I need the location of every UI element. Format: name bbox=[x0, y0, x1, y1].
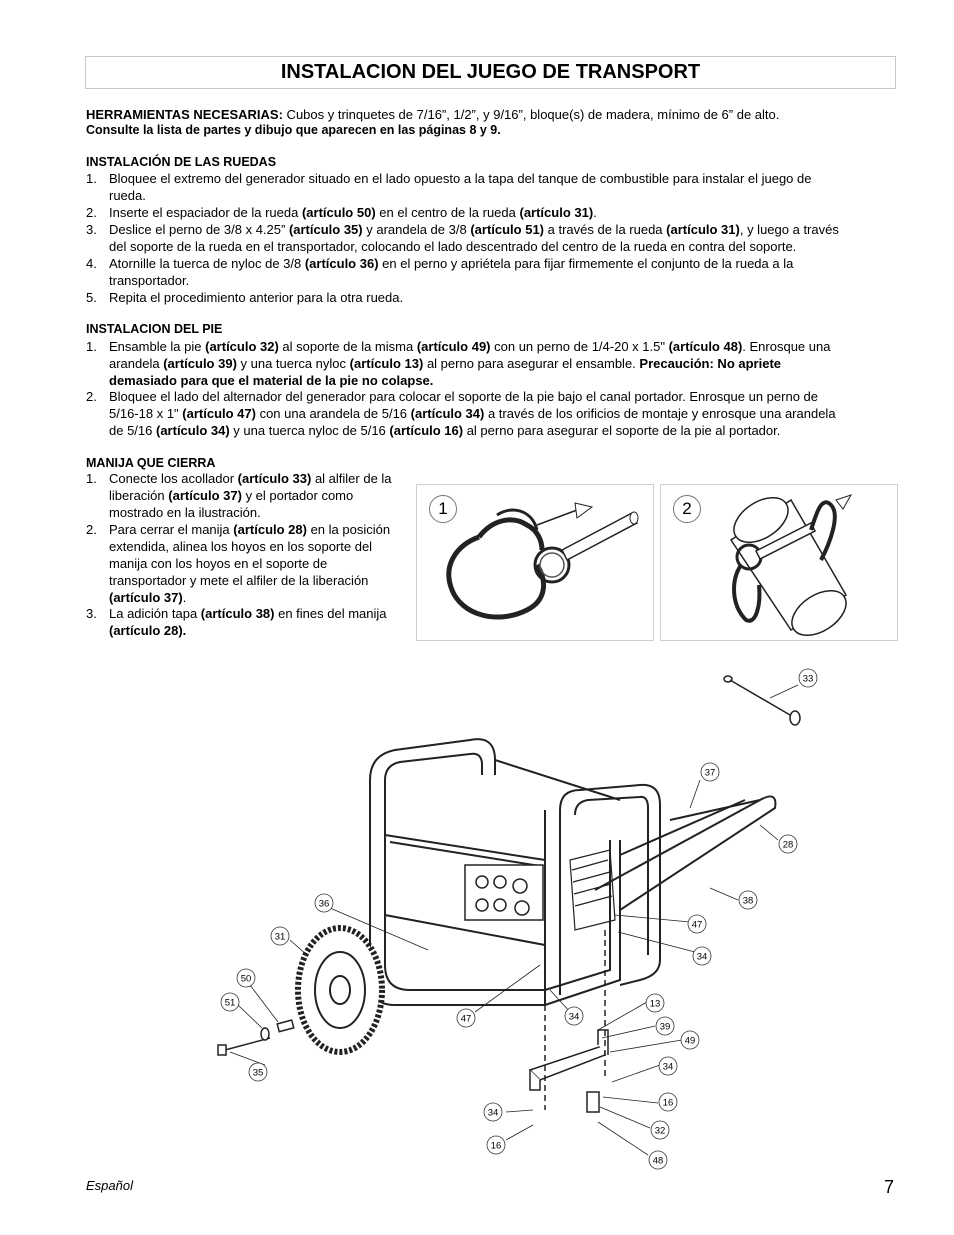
callout-label: 35 bbox=[252, 1067, 264, 1079]
step-text: Atornille la tuerca de nyloc de 3/8 (artículo 36) en el perno y apriétela para fijar firmemente el conjunto de la rueda a la bbox=[109, 256, 794, 271]
lanyard-pin-illustration bbox=[417, 485, 655, 642]
step-text-cont: (artículo 37). bbox=[109, 590, 187, 605]
callout-11 bbox=[457, 1009, 475, 1027]
callout-label: 33 bbox=[802, 673, 814, 685]
step-text-cont: 5/16-18 x 1" (artículo 47) con una arandela de 5/16 (artículo 34) a través de los orificios de montaje y enrosque una arandela bbox=[109, 406, 836, 421]
step-text-cont: extendida, alinea los hoyos en los soporte del bbox=[109, 539, 373, 554]
foot-heading: INSTALACION DEL PIE bbox=[86, 322, 223, 336]
callout-label: 34 bbox=[568, 1011, 580, 1023]
exploded-parts-diagram bbox=[200, 660, 840, 1175]
figure-1-lanyard bbox=[416, 484, 654, 641]
step-number: 1. bbox=[86, 171, 97, 186]
callout-label: 37 bbox=[704, 767, 716, 779]
callout-label: 34 bbox=[487, 1107, 499, 1119]
callout-label: 34 bbox=[662, 1061, 674, 1073]
step-number: 2. bbox=[86, 522, 97, 537]
callout-label: 16 bbox=[662, 1097, 674, 1109]
callout-12 bbox=[565, 1007, 583, 1025]
callout-0 bbox=[799, 669, 817, 687]
callout-label: 36 bbox=[318, 898, 330, 910]
figure-number: 1 bbox=[429, 495, 457, 523]
callout-3 bbox=[739, 891, 757, 909]
callout-18 bbox=[651, 1121, 669, 1139]
callout-5 bbox=[693, 947, 711, 965]
callout-label: 47 bbox=[460, 1013, 472, 1025]
consult-note: Consulte la lista de partes y dibujo que aparecen en las páginas 8 y 9. bbox=[86, 123, 501, 137]
callout-17 bbox=[659, 1093, 677, 1111]
step-text: Conecte los acollador (artículo 33) al alfiler de la bbox=[109, 471, 392, 486]
wheels-step-5 bbox=[86, 289, 901, 306]
callout-13 bbox=[646, 994, 664, 1012]
step-text: Deslice el perno de 3/8 x 4.25” (artículo 35) y arandela de 3/8 (artículo 51) a través de la rueda (artículo 31), y luego a través bbox=[109, 222, 839, 237]
callout-7 bbox=[271, 927, 289, 945]
callout-label: 39 bbox=[659, 1021, 671, 1033]
step-text: Bloquee el lado del alternador del generador para colocar el soporte de la pie bajo el canal portador. Enrosque un perno de bbox=[109, 389, 818, 404]
step-text-cont: mostrado en la ilustración. bbox=[109, 505, 261, 520]
step-number: 4. bbox=[86, 256, 97, 271]
wheels-step-2 bbox=[86, 204, 901, 221]
wheels-step-4 bbox=[86, 255, 901, 289]
step-text-cont: manija con los hoyos en el soporte de bbox=[109, 556, 328, 571]
step-number: 2. bbox=[86, 389, 97, 404]
step-text: Para cerrar el manija (artículo 28) en la posición bbox=[109, 522, 391, 537]
callout-16 bbox=[659, 1057, 677, 1075]
step-number: 3. bbox=[86, 606, 97, 621]
page-number: 7 bbox=[884, 1177, 895, 1197]
callout-14 bbox=[656, 1017, 674, 1035]
callout-19 bbox=[649, 1151, 667, 1169]
step-text: Inserte el espaciador de la rueda (artículo 50) en el centro de la rueda (artículo 31). bbox=[109, 205, 597, 220]
handle-step-2 bbox=[86, 521, 416, 606]
title-box bbox=[85, 56, 896, 89]
step-text: Bloquee el extremo del generador situado en el lado opuesto a la tapa del tanque de combustible para instalar el juego de bbox=[109, 171, 812, 186]
tools-text: Cubos y trinquetes de 7/16”, 1/2”, y 9/16”, bloque(s) de madera, mínimo de 6” de alto. bbox=[282, 107, 780, 122]
foot-step-2 bbox=[86, 388, 901, 439]
step-text-cont: rueda. bbox=[109, 188, 146, 203]
callout-label: 47 bbox=[691, 919, 703, 931]
step-number: 3. bbox=[86, 222, 97, 237]
callout-2 bbox=[779, 835, 797, 853]
callout-label: 34 bbox=[696, 951, 708, 963]
callout-9 bbox=[221, 993, 239, 1011]
callout-label: 31 bbox=[274, 931, 286, 943]
step-text-cont: (artículo 28). bbox=[109, 623, 187, 638]
callout-21 bbox=[487, 1136, 505, 1154]
step-text-cont: de 5/16 (artículo 34) y una tuerca nyloc de 5/16 (artículo 16) al perno para asegurar el soporte de la pie al portador. bbox=[109, 423, 781, 438]
wheels-step-1 bbox=[86, 170, 901, 204]
step-text-cont: transportador y mete el alfiler de la liberación bbox=[109, 573, 369, 588]
callout-1 bbox=[701, 763, 719, 781]
step-text-cont: liberación (artículo 37) y el portador como bbox=[109, 488, 354, 503]
figure-number: 2 bbox=[673, 495, 701, 523]
callout-label: 49 bbox=[684, 1035, 696, 1047]
callout-label: 51 bbox=[224, 997, 236, 1009]
callout-20 bbox=[484, 1103, 502, 1121]
step-text-cont: del soporte de la rueda en el transportador, colocando el lado descentrado del centro de la rueda en contra del soporte. bbox=[109, 239, 797, 254]
callout-15 bbox=[681, 1031, 699, 1049]
handle-heading: MANIJA QUE CIERRA bbox=[86, 456, 216, 470]
callout-label: 13 bbox=[649, 998, 661, 1010]
step-number: 1. bbox=[86, 471, 97, 486]
wheels-step-3 bbox=[86, 221, 901, 255]
figure-2-lanyard-tube bbox=[660, 484, 898, 641]
step-number: 5. bbox=[86, 290, 97, 305]
handle-step-1 bbox=[86, 470, 416, 521]
step-text-cont: demasiado para que el material de la pie no colapse. bbox=[109, 373, 434, 388]
callout-label: 50 bbox=[240, 973, 252, 985]
step-text: Ensamble la pie (artículo 32) al soporte de la misma (artículo 49) con un perno de 1/4-20 x 1.5" (artículo 48). Enrosque una bbox=[109, 339, 831, 354]
lanyard-tube-illustration bbox=[661, 485, 899, 642]
foot-step-1 bbox=[86, 338, 901, 389]
callout-4 bbox=[688, 915, 706, 933]
callout-label: 48 bbox=[652, 1155, 664, 1167]
tools-line bbox=[86, 106, 779, 123]
step-number: 1. bbox=[86, 339, 97, 354]
step-text-cont: transportador. bbox=[109, 273, 190, 288]
callout-8 bbox=[237, 969, 255, 987]
callout-label: 32 bbox=[654, 1125, 666, 1137]
callout-label: 16 bbox=[490, 1140, 502, 1152]
callout-6 bbox=[315, 894, 333, 912]
page-title: INSTALACION DEL JUEGO DE TRANSPORT bbox=[280, 61, 701, 83]
callout-10 bbox=[249, 1063, 267, 1081]
step-text: Repita el procedimiento anterior para la otra rueda. bbox=[109, 290, 404, 305]
wheels-heading: INSTALACIÓN DE LAS RUEDAS bbox=[86, 155, 277, 169]
footer-language: Español bbox=[86, 1178, 133, 1193]
step-number: 2. bbox=[86, 205, 97, 220]
tools-label: HERRAMIENTAS NECESARIAS: bbox=[86, 107, 283, 122]
callout-label: 28 bbox=[782, 839, 794, 851]
wheel bbox=[298, 928, 382, 1052]
callout-label: 38 bbox=[742, 895, 754, 907]
step-text: La adición tapa (artículo 38) en fines del manija bbox=[109, 606, 387, 621]
handle-step-3 bbox=[86, 605, 416, 639]
step-text-cont: arandela (artículo 39) y una tuerca nyloc (artículo 13) al perno para asegurar el ensamble. Precaución: No apriete bbox=[109, 356, 782, 371]
